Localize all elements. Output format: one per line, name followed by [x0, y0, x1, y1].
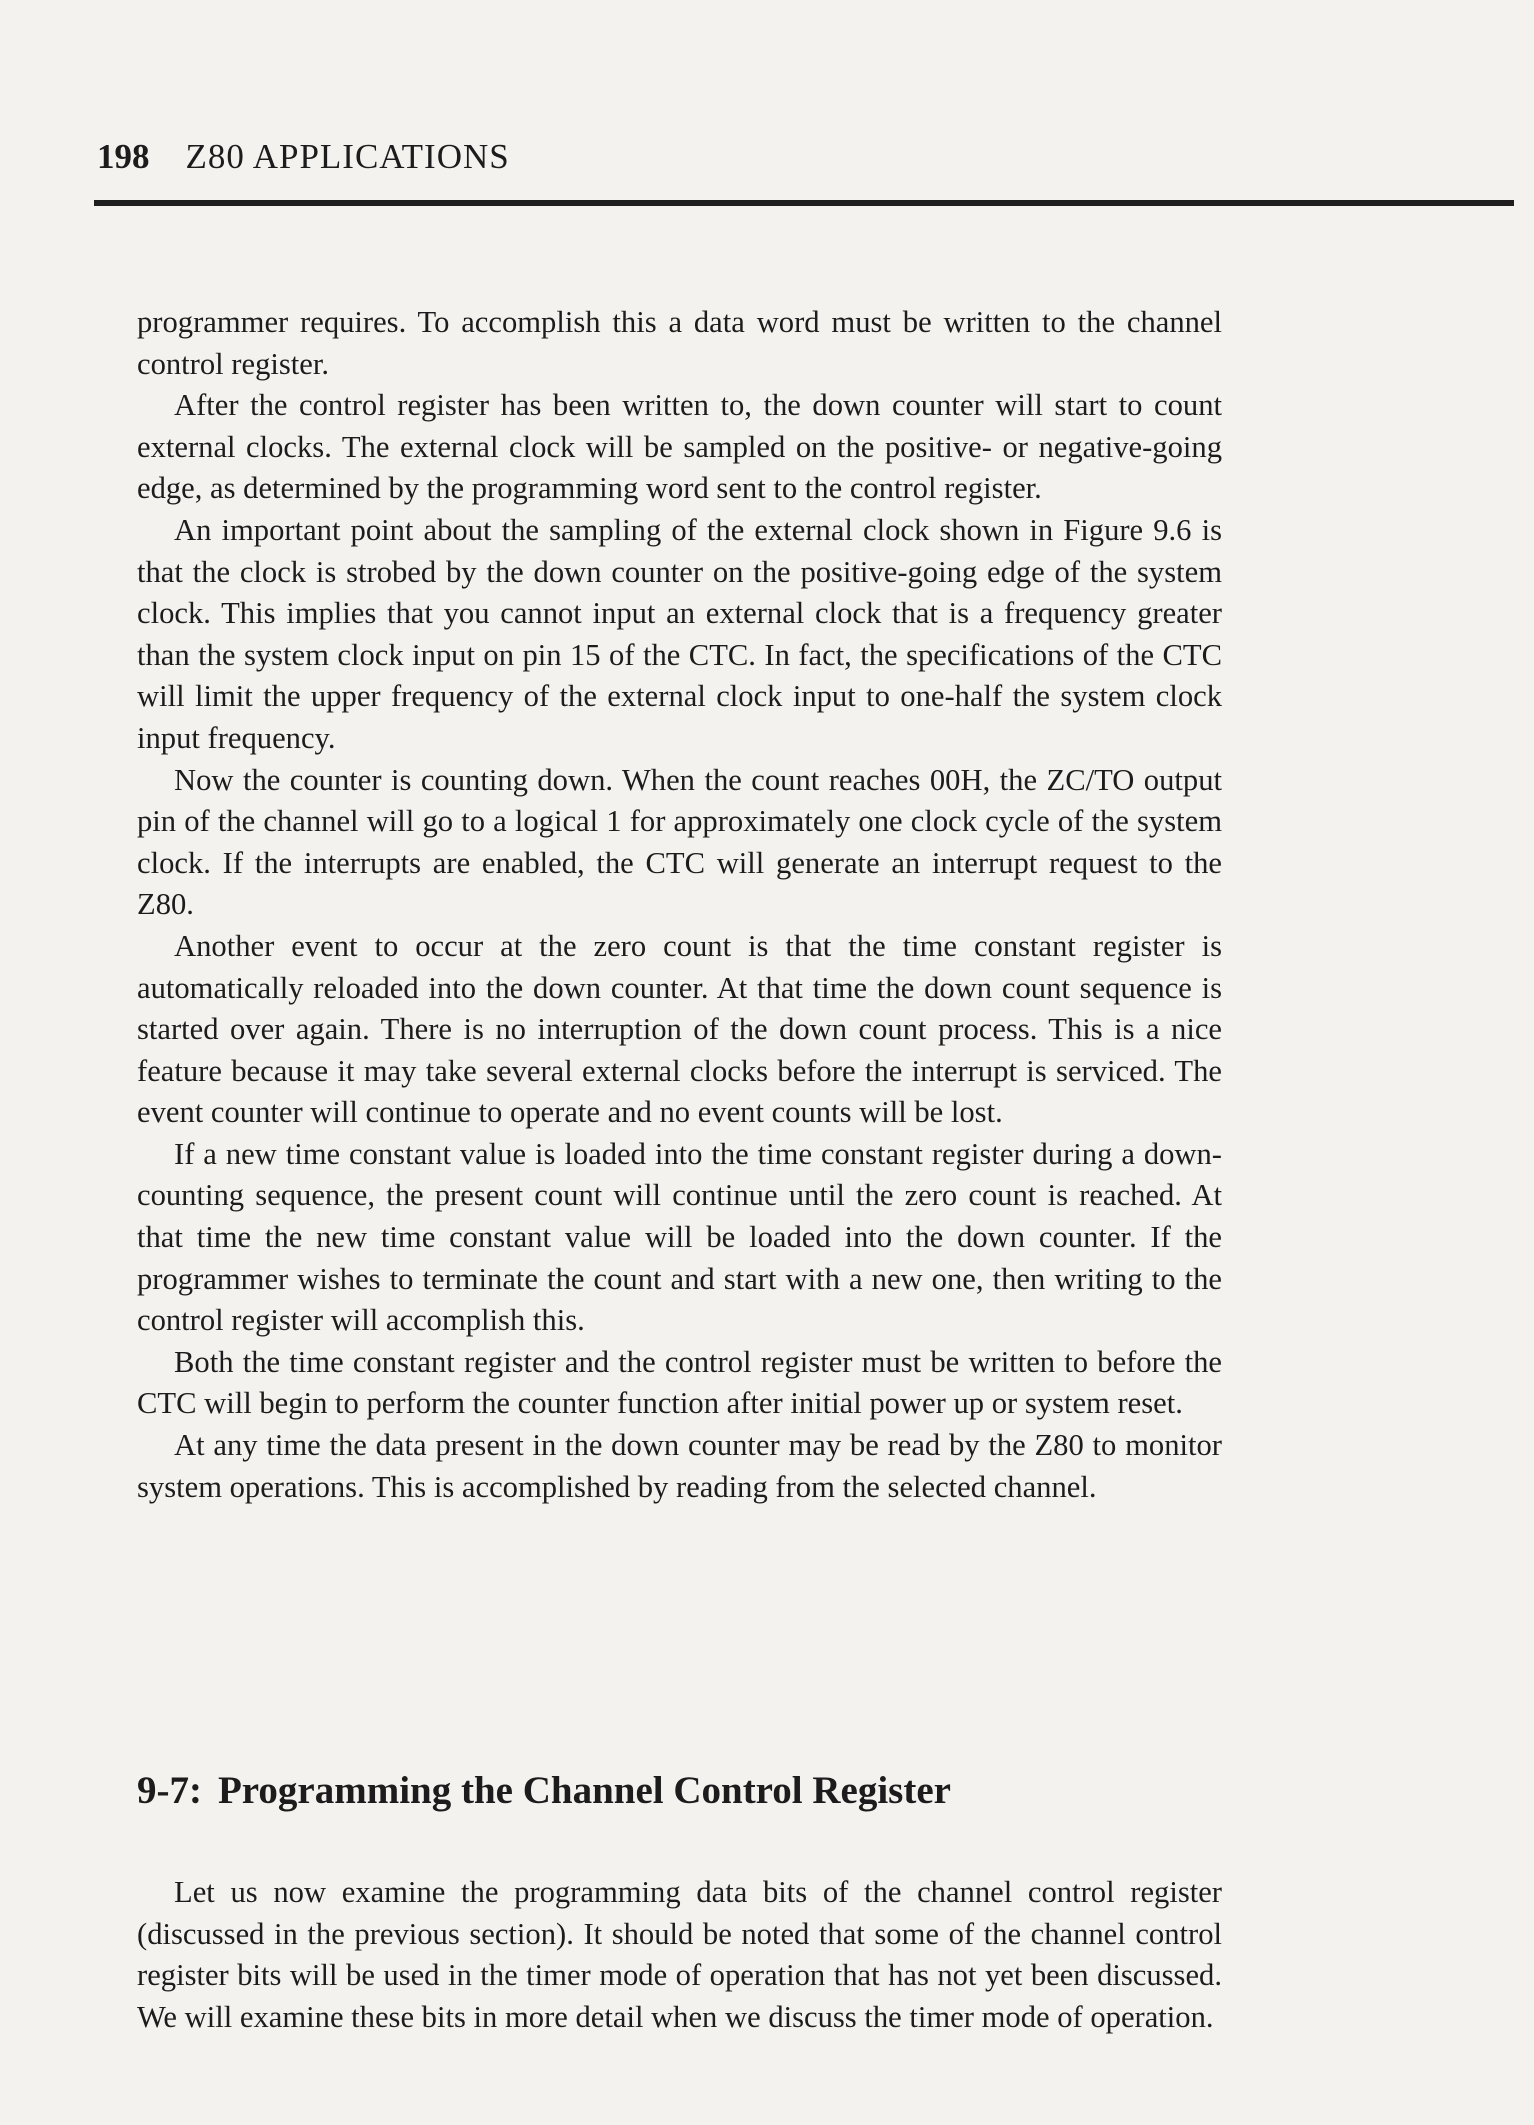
body-text [137, 302, 1222, 1508]
paragraph: Let us now examine the programming data bits of the channel control register (discussed in the previous section). It should be noted that some of the channel control register bits will be used in the timer mode of operation that has not yet been discussed. We will examine these bits in more detail when we discuss the timer mode of operation. [137, 1875, 1222, 2034]
page-number: 198 [97, 137, 150, 176]
running-title: Z80 APPLICATIONS [185, 137, 510, 176]
paragraph: programmer requires. To accomplish this a data word must be written to the channel control register. [137, 305, 1222, 381]
section-number: 9-7: [137, 1769, 202, 1812]
paragraph: Both the time constant register and the control register must be written to before the CTC will begin to perform the counter function after initial power up or system reset. [137, 1344, 1222, 1421]
header-rule [94, 200, 1514, 206]
paragraph: If a new time constant value is loaded into the time constant register during a down-counting sequence, the present count will continue until the zero count is reached. At that time the new time constant value will be loaded into the down counter. If the programmer wishes to terminate the count and start with a new one, then writing to the control register will accomplish this. [137, 1136, 1222, 1338]
section-heading [137, 1765, 1237, 1817]
paragraph: At any time the data present in the down counter may be read by the Z80 to monitor system operations. This is accomplished by reading from the selected channel. [137, 1428, 1222, 1504]
paragraph: Another event to occur at the zero count is that the time constant register is automatically reloaded into the down counter. At that time the down count sequence is started over again. There is no interruption of the down count process. This is a nice feature because it may take several external clocks before the interrupt is serviced. The event counter will continue to operate and no event counts will be lost. [137, 928, 1222, 1130]
paragraph: Now the counter is counting down. When the count reaches 00H, the ZC/TO output pin of the channel will go to a logical 1 for approximately one clock cycle of the system clock. If the interrupts are enabled, the CTC will generate an interrupt request to the Z80. [137, 762, 1222, 922]
section-title: Programming the Channel Control Register [217, 1769, 951, 1812]
paragraph: After the control register has been written to, the down counter will start to count external clocks. The external clock will be sampled on the positive- or negative-going edge, as determined by the programming word sent to the control register. [137, 388, 1222, 506]
section-body [137, 1872, 1222, 2038]
page-header [97, 133, 510, 181]
paragraph: An important point about the sampling of the external clock shown in Figure 9.6 is that the clock is strobed by the down counter on the positive-going edge of the system clock. This implies that you cannot input an external clock that is a frequency greater than the system clock input on pin 15 of the CTC. In fact, the specifications of the CTC will limit the upper frequency of the external clock input to one-half the system clock input frequency. [137, 512, 1222, 755]
